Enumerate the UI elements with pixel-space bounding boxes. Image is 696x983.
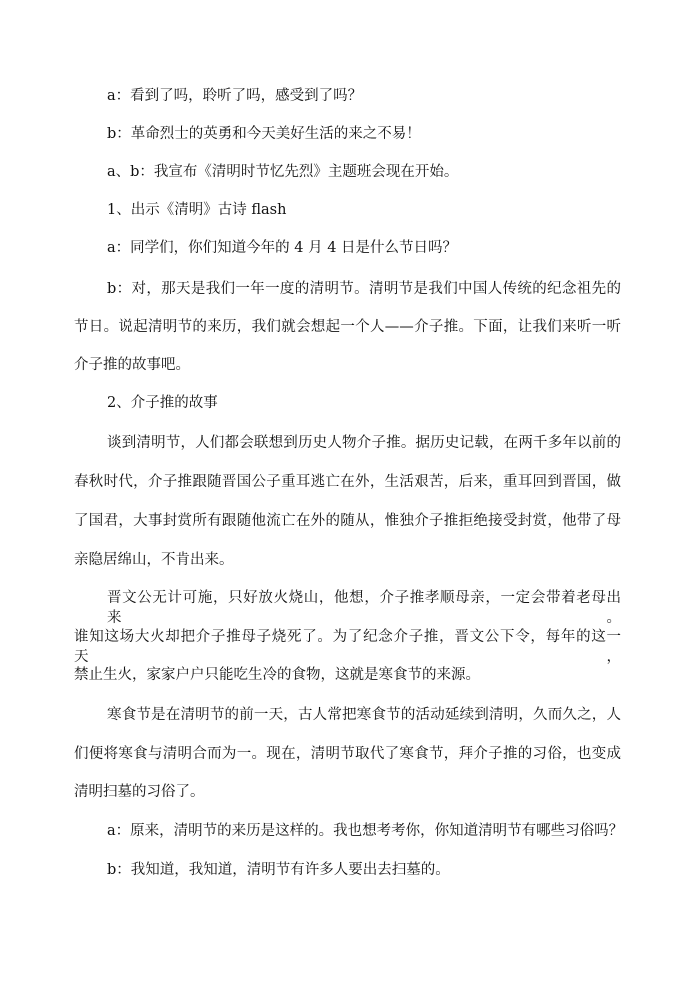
text-line-2: b：革命烈士的英勇和今天美好生活的来之不易！ [107, 126, 421, 142]
text-line-8: 介子推的故事吧。 [74, 357, 190, 373]
text-line-7: 节日。说起清明节的来历，我们就会想起一个人——介子推。下面，让我们来听一听 [74, 319, 621, 335]
text-line-14: 晋文公无计可施，只好放火烧山，他想，介子推孝顺母亲，一定会带着老母出来。 [107, 590, 621, 626]
text-line-4: 1、出示《清明》古诗 flash [107, 202, 287, 218]
text-line-1: a：看到了吗，聆听了吗，感受到了吗？ [107, 88, 363, 104]
text-line-12: 了国君，大事封赏所有跟随他流亡在外的随从，惟独介子推拒绝接受封赏，他带了母 [74, 513, 621, 529]
text-line-17: 寒食节是在清明节的前一天，古人常把寒食节的活动延续到清明，久而久之，人 [107, 707, 621, 723]
text-line-19: 清明扫墓的习俗了。 [74, 784, 205, 800]
text-line-20: a：原来，清明节的来历是这样的。我也想考考你，你知道清明节有哪些习俗吗？ [107, 823, 624, 839]
text-line-21: b：我知道，我知道，清明节有许多人要出去扫墓的。 [107, 862, 450, 878]
text-line-10: 谈到清明节，人们都会联想到历史人物介子推。据历史记载，在两千多年以前的 [107, 435, 621, 451]
text-line-18: 们便将寒食与清明合而为一。现在，清明节取代了寒食节，拜介子推的习俗，也变成 [74, 746, 621, 762]
text-line-11: 春秋时代，介子推跟随晋国公子重耳逃亡在外，生活艰苦，后来，重耳回到晋国，做 [74, 474, 621, 490]
text-line-15: 谁知这场大火却把介子推母子烧死了。为了纪念介子推，晋文公下令，每年的这一天， [74, 629, 621, 665]
text-line-9: 2、介子推的故事 [107, 395, 218, 411]
text-line-16: 禁止生火，家家户户只能吃生冷的食物，这就是寒食节的来源。 [74, 667, 480, 683]
text-line-6: b：对，那天是我们一年一度的清明节。清明节是我们中国人传统的纪念祖先的 [107, 281, 621, 297]
text-line-3: a、b：我宣布《清明时节忆先烈》主题班会现在开始。 [107, 164, 459, 180]
text-line-13: 亲隐居绵山，不肯出来。 [74, 552, 234, 568]
text-line-5: a：同学们，你们知道今年的 4 月 4 日是什么节日吗？ [107, 240, 458, 256]
